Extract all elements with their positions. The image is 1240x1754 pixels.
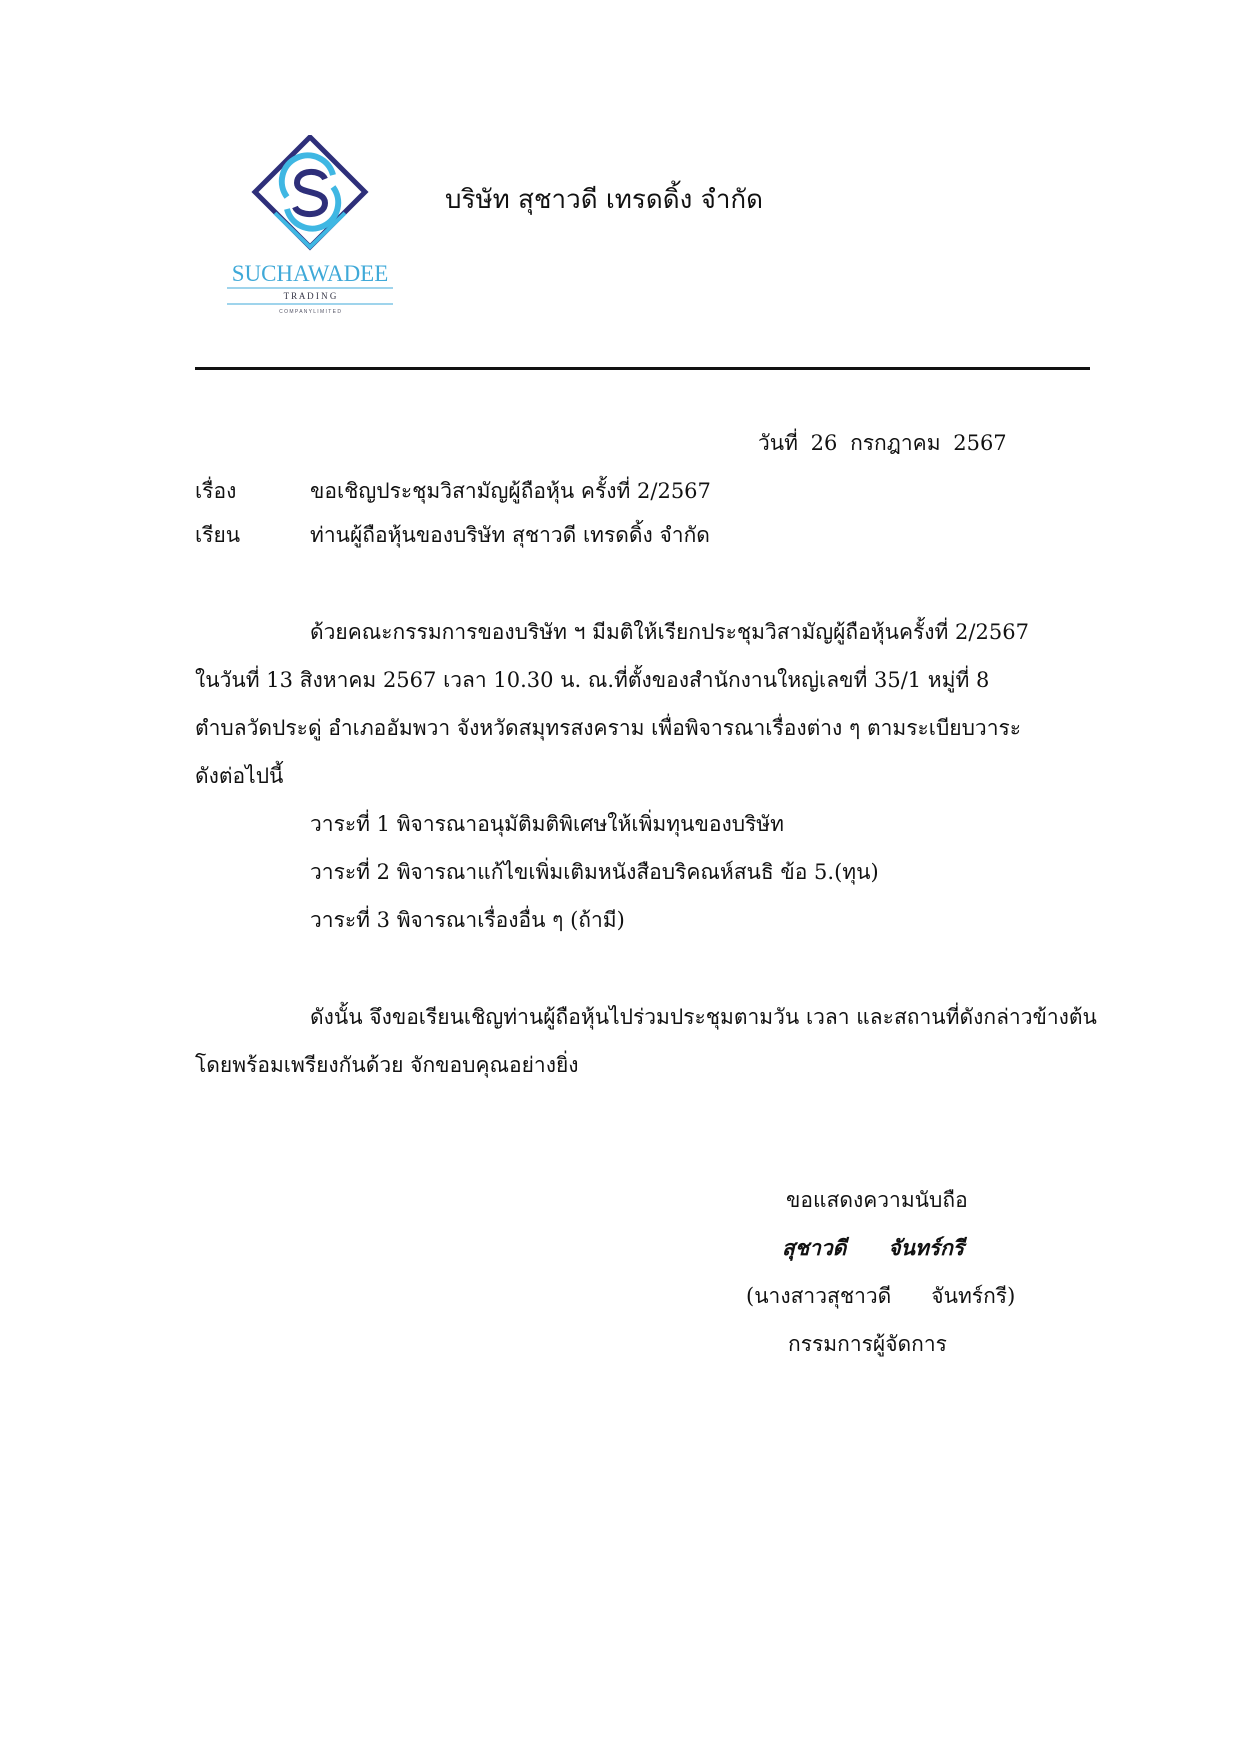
signature-last: จันทร์กรี (888, 1236, 965, 1260)
closing-line: โดยพร้อมเพรียงกันด้วย จักขอบคุณอย่างยิ่ง (195, 1053, 579, 1077)
handwritten-signature (782, 1231, 964, 1265)
regards-text: ขอแสดงความนับถือ (786, 1188, 968, 1212)
agenda-item: วาระที่ 1 พิจารณาอนุมัติมติพิเศษให้เพิ่มทุนของบริษัท (310, 812, 784, 836)
signer-name-first: (นางสาวสุชาวดี (746, 1284, 892, 1308)
recipient-label: เรียน (195, 523, 241, 547)
body-line: ในวันที่ 13 สิงหาคม 2567 เวลา 10.30 น. ณ.ที่ตั้งของสำนักงานใหญ่เลขที่ 35/1 หมู่ที่ 8 (195, 668, 990, 692)
logo-text-sub: T R A D I N G (283, 291, 337, 301)
body-line: ด้วยคณะกรรมการของบริษัท ฯ มีมติให้เรียกประชุมวิสามัญผู้ถือหุ้นครั้งที่ 2/2567 (310, 620, 1029, 644)
agenda-item: วาระที่ 2 พิจารณาแก้ไขเพิ่มเติมหนังสือบริคณห์สนธิ ข้อ 5.(ทุน) (310, 860, 879, 884)
letter-date: วันที่ 26 กรกฎาคม 2567 (758, 431, 1007, 455)
closing-line: ดังนั้น จึงขอเรียนเชิญท่านผู้ถือหุ้นไปร่วมประชุมตามวัน เวลา และสถานที่ดังกล่าวข้างต้น (310, 1005, 1097, 1029)
logo-text-small: C O M P A N Y L I M I T E D (279, 309, 341, 315)
logo-text-main: SUCHAWADEE (231, 261, 389, 286)
signer-name (746, 1279, 1015, 1313)
header-divider (195, 367, 1090, 370)
signer-title: กรรมการผู้จัดการ (788, 1332, 947, 1356)
logo-emblem-icon (225, 135, 405, 315)
body-line: ตำบลวัดประดู่ อำเภออัมพวา จังหวัดสมุทรสงคราม เพื่อพิจารณาเรื่องต่าง ๆ ตามระเบียบวาระ (195, 716, 1022, 740)
subject-text: ขอเชิญประชุมวิสามัญผู้ถือหุ้น ครั้งที่ 2/2567 (310, 479, 711, 503)
agenda-item: วาระที่ 3 พิจารณาเรื่องอื่น ๆ (ถ้ามี) (310, 908, 625, 932)
company-logo (225, 135, 405, 315)
signature-first: สุชาวดี (782, 1236, 847, 1260)
signer-name-last: จันทร์กรี) (931, 1284, 1016, 1308)
body-line: ดังต่อไปนี้ (195, 764, 284, 788)
recipient-text: ท่านผู้ถือหุ้นของบริษัท สุชาวดี เทรดดิ้ง จำกัด (310, 523, 710, 547)
subject-label: เรื่อง (195, 479, 237, 503)
company-name: บริษัท สุชาวดี เทรดดิ้ง จำกัด (445, 185, 764, 215)
